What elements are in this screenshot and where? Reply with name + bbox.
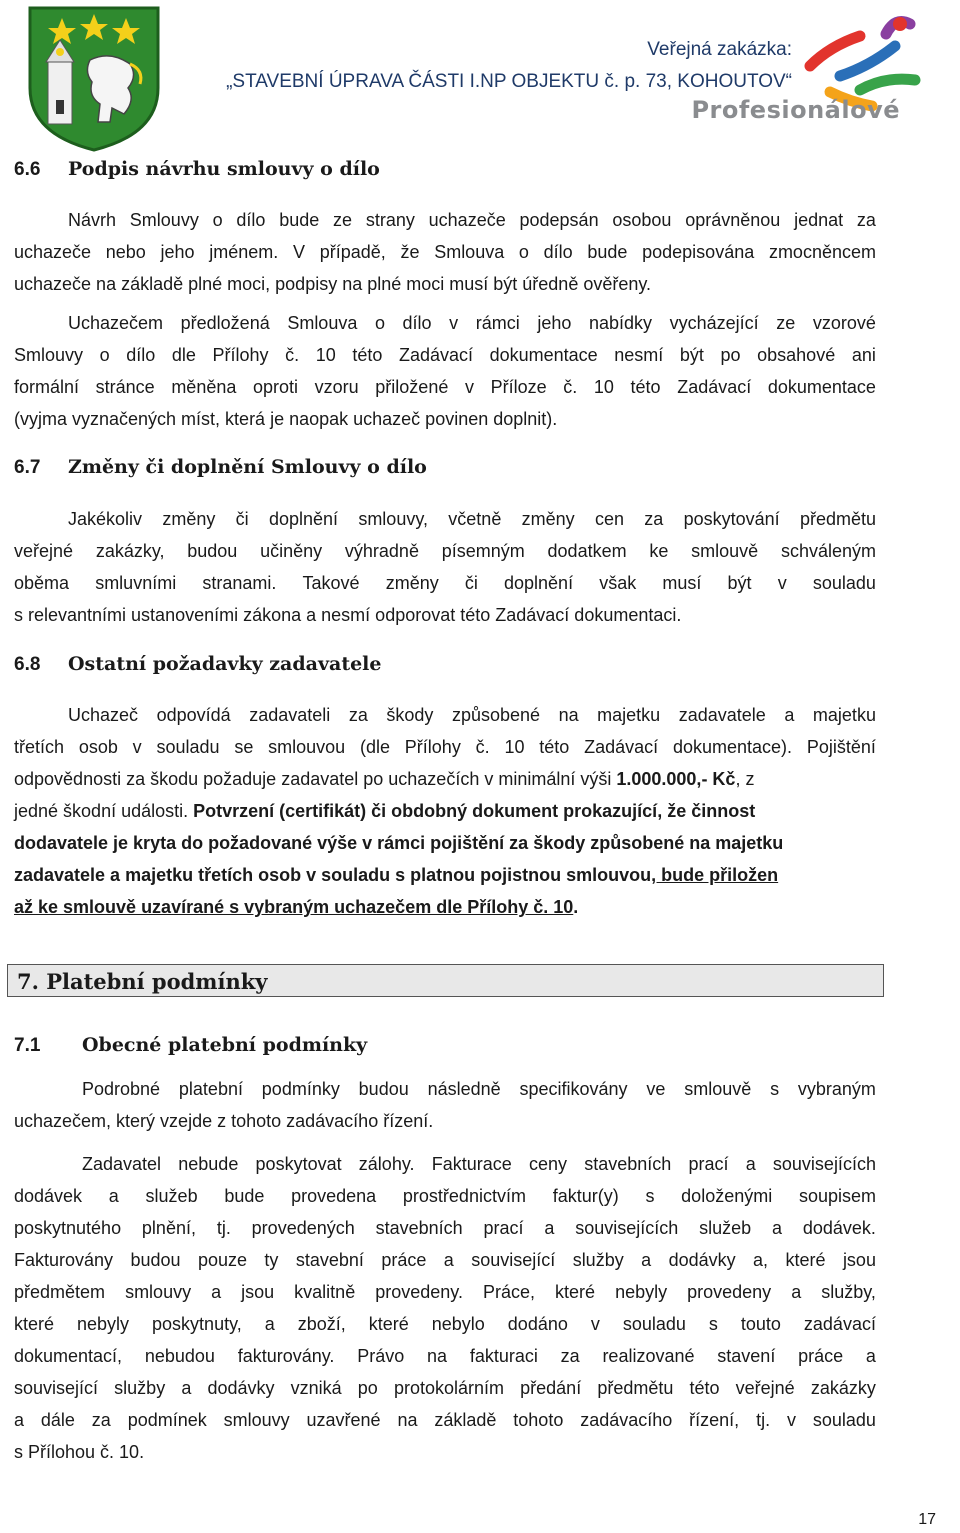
- paragraph-line: a dále za podmínek smlouvy uzavřené na základě tohoto zadávacího řízení, tj. v souladu: [14, 1410, 876, 1430]
- paragraph-line: Uchazečem předložená Smlouva o dílo v rámci jeho nabídky vycházející ze vzorové: [68, 313, 876, 333]
- paragraph-line: oběma smluvními stranami. Takové změny či doplnění však musí být v souladu: [14, 573, 876, 593]
- paragraph-line: uchazečem, který vzejde z tohoto zadávacího řízení.: [14, 1111, 434, 1131]
- underlined-text-run: , bude přiložen: [651, 865, 779, 885]
- underlined-text-run: až ke smlouvě uzavírané s vybraným uchazečem dle Přílohy č. 10: [14, 897, 574, 917]
- paragraph-line: předmětem smlouvy a jsou kvalitně provedeny. Práce, které nebyly provedeny a služby,: [14, 1282, 876, 1302]
- section-title: Obecné platební podmínky: [82, 1034, 368, 1056]
- paragraph-line: s relevantními ustanoveními zákona a nesmí odporovat této Zadávací dokumentaci.: [14, 605, 682, 625]
- text-run: odpovědnosti za škodu požaduje zadavatel po uchazečích v minimální výši: [14, 769, 617, 789]
- text-run: .: [573, 897, 579, 917]
- paragraph-line: dodávek a služeb bude provedena prostřednictvím faktur(y) s doloženými soupisem: [14, 1186, 876, 1206]
- paragraph-line: třetích osob v souladu se smlouvou (dle Přílohy č. 10 této Zadávací dokumentace). Pojištění: [14, 737, 876, 757]
- paragraph-line: Smlouvy o dílo dle Přílohy č. 10 této Zadávací dokumentace nesmí být po obsahové ani: [14, 345, 876, 365]
- paragraph-line: dodavatele je kryta do požadované výše v rámci pojištění za škody způsobené na majetku: [14, 833, 784, 853]
- paragraph-line: související služby a dodávky vzniká po protokolárním předání předmětu této veřejné zakázky: [14, 1378, 876, 1398]
- section-title: Změny či doplnění Smlouvy o dílo: [68, 456, 427, 478]
- paragraph-line: které nebyly poskytnuty, a zboží, které nebylo dodáno v souladu s touto zadávací: [14, 1314, 876, 1334]
- paragraph-line: Podrobné platební podmínky budou následně specifikovány ve smlouvě s vybraným: [82, 1079, 876, 1099]
- paragraph-line: (vyjma vyznačených míst, která je naopak uchazeč povinen doplnit).: [14, 409, 558, 429]
- paragraph-line: Zadavatel nebude poskytovat zálohy. Fakturace ceny stavebních prací a souvisejících: [82, 1154, 876, 1174]
- paragraph-line: dokumentací, nebudou fakturovány. Právo na fakturaci za realizované stavení práce a: [14, 1346, 876, 1366]
- text-run: , z: [735, 769, 755, 789]
- paragraph-line: Uchazeč odpovídá zadavateli za škody způsobené na majetku zadavatele a majetku: [68, 705, 876, 725]
- section-number: 7.1: [14, 1035, 41, 1056]
- bold-text-run: Potvrzení (certifikát) či obdobný dokument prokazující, že činnost: [193, 801, 756, 821]
- paragraph-line: [14, 895, 876, 919]
- header-line-2: „STAVEBNÍ ÚPRAVA ČÁSTI I.NP OBJEKTU č. p. 73, KOHOUTOV“: [226, 71, 792, 92]
- paragraph-line: poskytnutého plnění, tj. provedených stavebních prací a souvisejících služeb a dodávek.: [14, 1218, 876, 1238]
- text-run: jedné škodní události.: [14, 801, 194, 821]
- section-title: Podpis návrhu smlouvy o dílo: [68, 158, 380, 180]
- paragraph-line: [14, 863, 876, 887]
- paragraph-line: uchazeče nebo jeho jménem. V případě, že Smlouva o dílo bude podepisována zmocněncem: [14, 242, 876, 262]
- section-number: 6.7: [14, 457, 41, 478]
- section-heading-6-7: [14, 456, 427, 479]
- brand-wordmark: Profesionálové: [691, 96, 900, 124]
- paragraph-line: s Přílohou č. 10.: [14, 1442, 145, 1462]
- header-line-1: Veřejná zakázka:: [647, 39, 792, 60]
- paragraph-line: [14, 799, 876, 823]
- paragraph-line: Fakturovány budou pouze ty stavební práce a související služby a dodávky a, které jsou: [14, 1250, 876, 1270]
- bold-text-run: zadavatele a majetku třetích osob v souladu s platnou pojistnou smlouvou: [14, 865, 652, 885]
- section-heading-7-1: [14, 1034, 367, 1057]
- page-number: 17: [918, 1511, 936, 1528]
- section-heading-6-8: [14, 653, 382, 676]
- municipal-crest-logo: [26, 4, 162, 152]
- section-number: 6.6: [14, 159, 41, 180]
- paragraph-line: uchazeče na základě plné moci, podpisy na plné moci musí být úředně ověřeny.: [14, 274, 652, 294]
- section-number: 6.8: [14, 654, 41, 675]
- section-heading-6-6: [14, 158, 380, 181]
- paragraph-line: Návrh Smlouvy o dílo bude ze strany uchazeče podepsán osobou oprávněnou jednat za: [68, 210, 876, 230]
- paragraph-line: formální stránce měněna oproti vzoru přiložené v Příloze č. 10 této Zadávací dokumentace: [14, 377, 876, 397]
- paragraph-line: veřejné zakázky, budou učiněny výhradně písemným dodatkem ke smlouvě schváleným: [14, 541, 876, 561]
- insurance-amount: 1.000.000,- Kč: [616, 769, 736, 789]
- chapter-title: 7. Platební podmínky: [17, 969, 268, 994]
- section-title: Ostatní požadavky zadavatele: [68, 653, 382, 675]
- paragraph-line: Jakékoliv změny či doplnění smlouvy, včetně změny cen za poskytování předmětu: [68, 509, 876, 529]
- paragraph-line: [14, 767, 876, 791]
- chapter-heading-7: [7, 964, 884, 997]
